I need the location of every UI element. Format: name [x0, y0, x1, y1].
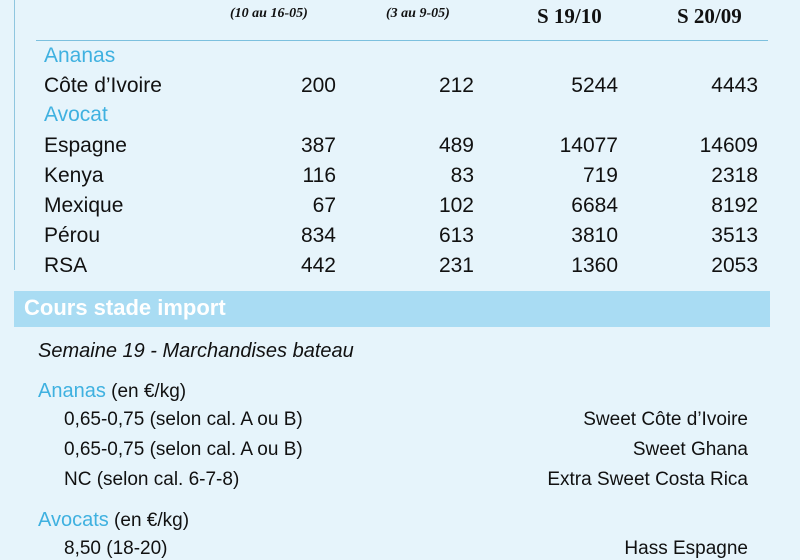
product-label: Extra Sweet Costa Rica: [547, 469, 748, 490]
table-row: [0, 164, 800, 192]
cell: 1360: [571, 254, 618, 277]
cell: 3513: [711, 224, 758, 247]
cell: 2053: [711, 254, 758, 277]
cell: 719: [582, 164, 618, 187]
table-row: [0, 224, 800, 252]
cell: 6684: [571, 194, 618, 217]
product-label: Sweet Ghana: [632, 439, 748, 460]
price-range: 8,50 (18-20): [64, 538, 168, 559]
section-subtitle: Semaine 19 - Marchandises bateau: [38, 340, 354, 362]
cell: 489: [438, 134, 474, 157]
price-group-ananas: [38, 380, 186, 403]
price-range: 0,65-0,75 (selon cal. A ou B): [64, 409, 303, 430]
row-name: Mexique: [44, 194, 124, 217]
category-avocat: Avocat: [44, 103, 108, 126]
cell: 231: [438, 254, 474, 277]
cell: 14077: [559, 134, 618, 157]
category-ananas: Ananas: [44, 44, 116, 67]
product-label: Sweet Côte d’Ivoire: [583, 409, 748, 430]
table-row: [0, 134, 800, 162]
section-title: Cours stade import: [24, 295, 226, 320]
cell: 2318: [711, 164, 758, 187]
cell: 83: [450, 164, 474, 187]
cell: 613: [438, 224, 474, 247]
header-period-2: (3 au 9-05): [386, 6, 450, 21]
table-row: [0, 74, 800, 102]
cell: 5244: [571, 74, 618, 97]
header-season-2: S 20/09: [677, 4, 742, 28]
price-group-name: Avocats: [38, 509, 109, 531]
cell: 442: [300, 254, 336, 277]
cell: 102: [438, 194, 474, 217]
row-name: Pérou: [44, 224, 101, 247]
row-name: Côte d’Ivoire: [44, 74, 162, 97]
section-banner: [14, 291, 770, 327]
price-group-unit: (en €/kg): [108, 510, 190, 531]
cell: 14609: [699, 134, 758, 157]
price-group-unit: (en €/kg): [105, 381, 187, 402]
cell: 200: [300, 74, 336, 97]
cell: 387: [300, 134, 336, 157]
table-row: [0, 254, 800, 282]
price-group-avocats: [38, 509, 189, 532]
cell: 67: [312, 194, 336, 217]
price-range: 0,65-0,75 (selon cal. A ou B): [64, 439, 303, 460]
cell: 212: [438, 74, 474, 97]
row-name: RSA: [44, 254, 88, 277]
header-divider: [36, 40, 768, 41]
table-row: [0, 194, 800, 222]
header-season-1: S 19/10: [537, 4, 602, 28]
row-name: Kenya: [44, 164, 104, 187]
cell: 4443: [711, 74, 758, 97]
cell: 8192: [711, 194, 758, 217]
row-name: Espagne: [44, 134, 127, 157]
cell: 834: [300, 224, 336, 247]
price-group-name: Ananas: [38, 380, 106, 402]
cell: 116: [302, 164, 336, 187]
product-label: Hass Espagne: [624, 538, 748, 559]
header-period-1: (10 au 16-05): [230, 6, 308, 21]
price-range: NC (selon cal. 6-7-8): [64, 469, 240, 490]
cell: 3810: [571, 224, 618, 247]
